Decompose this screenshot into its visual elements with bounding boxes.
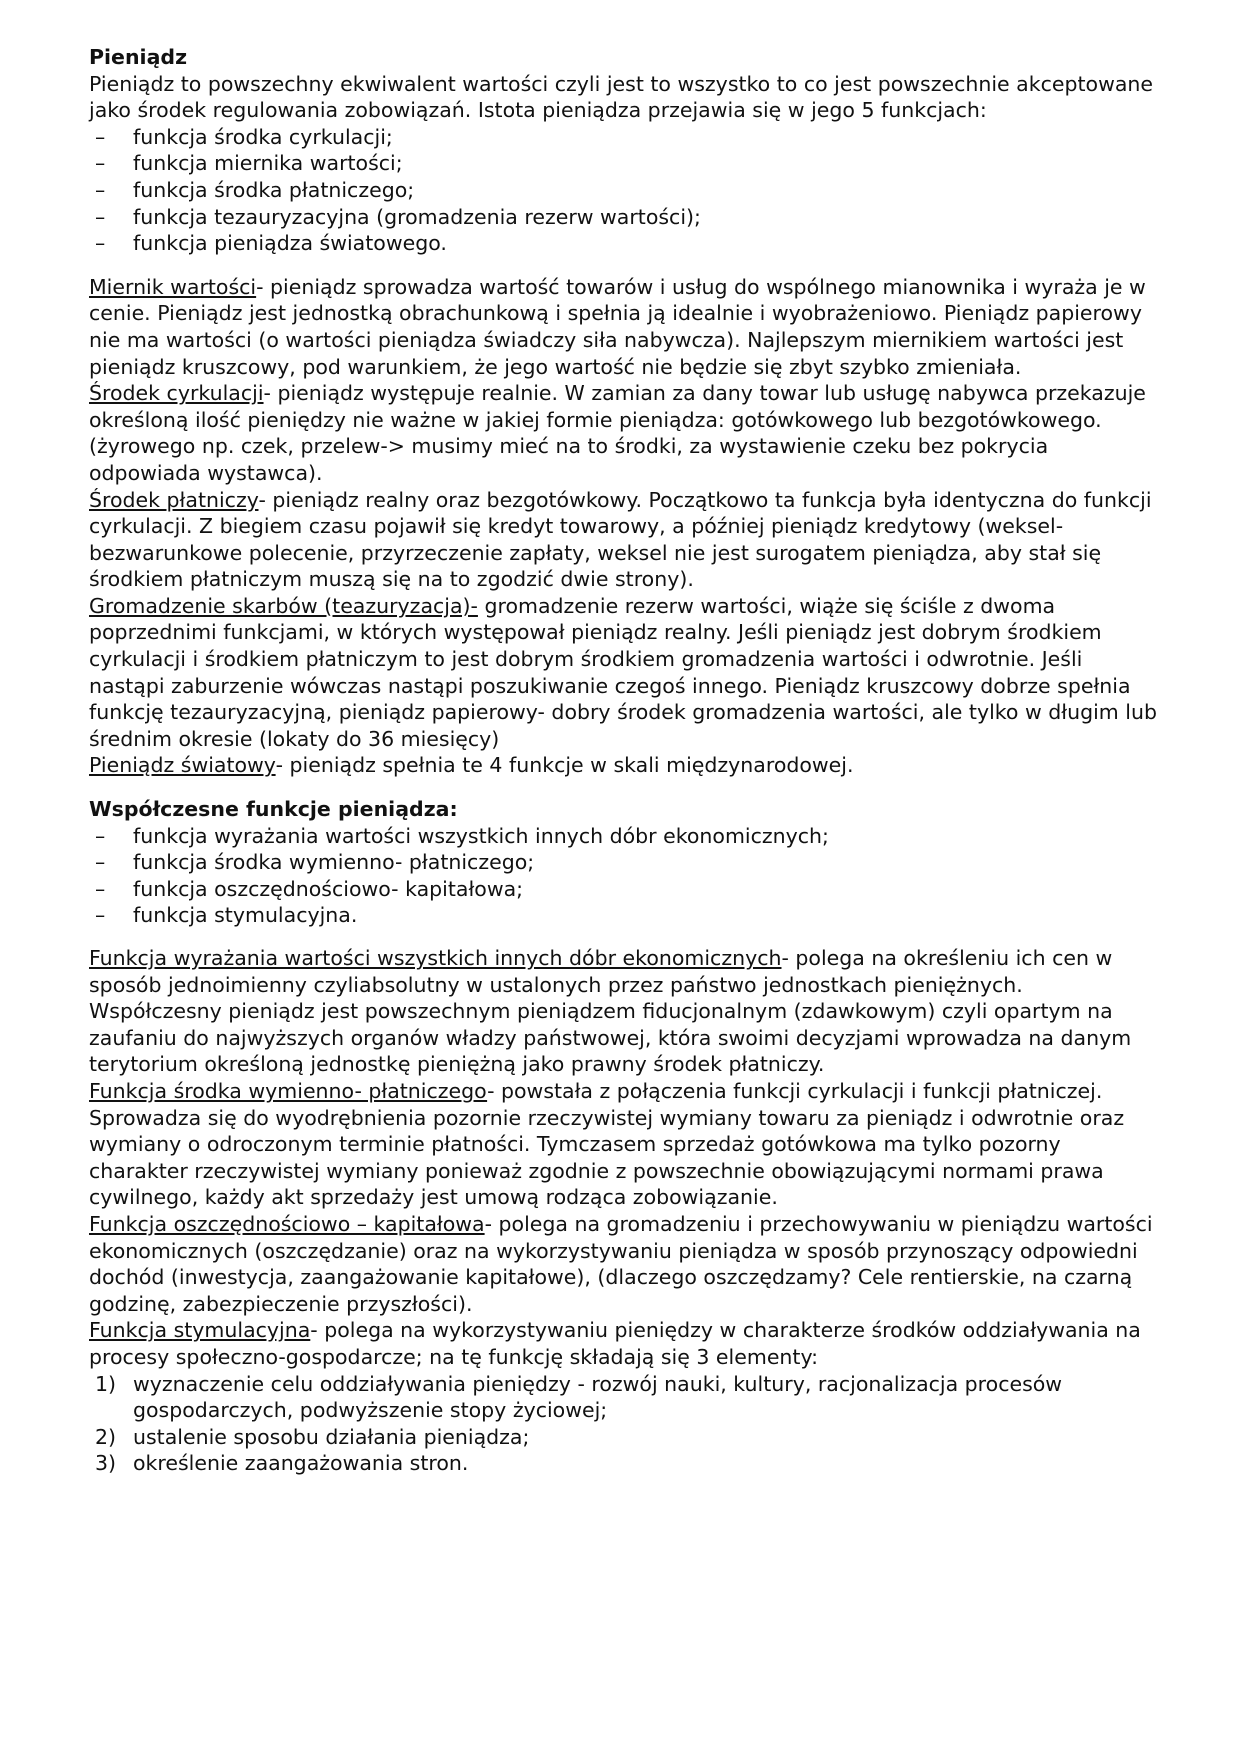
modern-functions-list — [89, 823, 1159, 929]
list-item: – funkcja miernika wartości; — [95, 151, 403, 176]
dash-marker: – — [95, 876, 106, 901]
number-marker: 2) — [95, 1424, 117, 1449]
number-marker: 1) — [95, 1371, 117, 1396]
dash-marker: – — [95, 231, 106, 256]
definition-paragraph: Funkcja oszczędnościowo – kapitałowa- polega na gromadzeniu i przechowywaniu w pieniądzu wartości ekonomicznych (oszczędzanie) oraz na wykorzystywaniu pieniądza w sposób przynoszący odpowiedni dochód (inwestycja, zaangażowanie kapitałowe), (dlaczego oszczędzamy? Cele rentierskie, na czarną godzinę, zabezpieczenie przyszłości). — [89, 1211, 1153, 1316]
definition-paragraph: Miernik wartości- pieniądz sprowadza wartość towarów i usług do wspólnego mianownika i wyraża je w cenie. Pieniądz jest jednostką obrachunkową i spełnia ją idealnie i wyobrażeniowo. Pieniądz papierowy nie ma wartości (o wartości pieniądza świadczy siła nabywcza). Najlepszym miernikiem wartości jest pieniądz kruszcowy, pod warunkiem, że jego wartość nie będzie się zbyt szybko zmieniała. — [89, 274, 1146, 379]
definition-term: Gromadzenie skarbów (teazuryzacja)- — [89, 593, 478, 618]
list-item: – funkcja tezauryzacyjna (gromadzenia rezerw wartości); — [95, 204, 701, 229]
money-functions-list — [89, 124, 1159, 257]
list-item: 3) określenie zaangażowania stron. — [95, 1451, 469, 1476]
document-page — [89, 44, 1159, 1477]
definition-term: Środek płatniczy — [89, 487, 259, 512]
dash-marker: – — [95, 823, 106, 848]
definition-paragraph: Funkcja środka wymienno- płatniczego- powstała z połączenia funkcji cyrkulacji i funkcji płatniczej. Sprowadza się do wyodrębnienia pozornie rzeczywistej wymiany towaru za pieniądz i odwrotnie oraz wymiany o odroczonym terminie płatności. Tymczasem sprzedaż gotówkowa ma tylko pozorny charakter rzeczywistej wymiany ponieważ zgodnie z powszechnie obowiązującymi normami prawa cywilnego, każdy akt sprzedaży jest umową rodząca zobowiązanie. — [89, 1078, 1125, 1210]
definition-paragraph: Pieniądz światowy- pieniądz spełnia te 4 funkcje w skali międzynarodowej. — [89, 753, 854, 778]
list-item: – funkcja środka cyrkulacji; — [95, 124, 393, 149]
definition-term: Funkcja stymulacyjna — [89, 1318, 311, 1343]
definition-term: Funkcja oszczędnościowo – kapitałowa — [89, 1211, 485, 1236]
section-heading: Współczesne funkcje pieniądza: — [89, 797, 458, 822]
list-item: – funkcja oszczędnościowo- kapitałowa; — [95, 876, 524, 901]
document-title: Pieniądz — [89, 45, 188, 69]
dash-marker: – — [95, 151, 106, 176]
list-item: – funkcja pieniądza światowego. — [95, 231, 447, 256]
definition-paragraph: Funkcja stymulacyjna- polega na wykorzystywaniu pieniędzy w charakterze środków oddziaływania na procesy społeczno-gospodarcze; na tę funkcję składają się 3 elementy: — [89, 1318, 1141, 1369]
definition-paragraph: Środek cyrkulacji- pieniądz występuje realnie. W zamian za dany towar lub usługę nabywca przekazuje określoną ilość pieniędzy nie ważne w jakiej formie pieniądza: gotówkowego lub bezgotówkowego. (żyrowego np. czek, przelew-> musimy mieć na to środki, za wystawienie czeku bez pokrycia odpowiada wystawca). — [89, 381, 1146, 485]
list-item: – funkcja stymulacyjna. — [95, 903, 358, 928]
number-marker: 3) — [95, 1451, 117, 1476]
list-item: – funkcja środka wymienno- płatniczego; — [95, 850, 535, 875]
list-item: 2) ustalenie sposobu działania pieniądza; — [95, 1424, 530, 1449]
definition-term: Miernik wartości — [89, 274, 257, 299]
definition-term: Środek cyrkulacji — [89, 381, 264, 406]
definition-term: Funkcja środka wymienno- płatniczego — [89, 1078, 488, 1103]
dash-marker: – — [95, 124, 106, 149]
definition-term: Pieniądz światowy — [89, 753, 276, 778]
dash-marker: – — [95, 903, 106, 928]
definition-paragraph: Środek płatniczy- pieniądz realny oraz bezgotówkowy. Początkowo ta funkcja była identyczna do funkcji cyrkulacji. Z biegiem czasu pojawił się kredyt towarowy, a później pieniądz kredytowy (weksel- bezwarunkowe polecenie, przyrzeczenie zapłaty, weksel nie jest surogatem pieniądza, aby stał się środkiem płatniczym muszą się na to zgodzić dwie strony). — [89, 487, 1152, 592]
dash-marker: – — [95, 204, 106, 229]
list-item: – funkcja środka płatniczego; — [95, 177, 415, 202]
dash-marker: – — [95, 177, 106, 202]
definition-paragraph: Funkcja wyrażania wartości wszystkich innych dóbr ekonomicznych- polega na określeniu ich cen w sposób jednoimienny czyliabsolutny w ustalonych przez państwo jednostkach pieniężnych. Współczesny pieniądz jest powszechnym pieniądzem fiducjonalnym (zdawkowym) czyli opartym na zaufaniu do najwyższych organów władzy państwowej, która swoimi decyzjami wprowadza na danym terytorium określoną jednostkę pieniężną jako prawny środek płatniczy. — [89, 946, 1132, 1077]
stimulation-elements-list — [89, 1371, 1159, 1477]
dash-marker: – — [95, 850, 106, 875]
definition-term: Funkcja wyrażania wartości wszystkich innych dóbr ekonomicznych — [89, 946, 782, 970]
definition-paragraph: Gromadzenie skarbów (teazuryzacja)- gromadzenie rezerw wartości, wiąże się ściśle z dwoma poprzednimi funkcjami, w których występował pieniądz realny. Jeśli pieniądz jest dobrym środkiem cyrkulacji i środkiem płatniczym to jest dobrym środkiem gromadzenia wartości i odwrotnie. Jeśli nastąpi zaburzenie wówczas nastąpi poszukiwanie czegoś innego. Pieniądz kruszcowy dobrze spełnia funkcję tezauryzacyjną, pieniądz papierowy- dobry środek gromadzenia wartości, ale tylko w długim lub średnim okresie (lokaty do 36 miesięcy) — [89, 593, 1157, 751]
intro-paragraph: Pieniądz to powszechny ekwiwalent wartości czyli jest to wszystko to co jest powszechnie akceptowane jako środek regulowania zobowiązań. Istota pieniądza przejawia się w jego 5 funkcjach: — [89, 71, 1153, 123]
list-item: – funkcja wyrażania wartości wszystkich innych dóbr ekonomicznych; — [95, 823, 829, 848]
list-item: 1) wyznaczenie celu oddziaływania pieniędzy - rozwój nauki, kultury, racjonalizacja procesów gospodarczych, podwyższenie stopy życiowej; — [95, 1371, 1063, 1423]
